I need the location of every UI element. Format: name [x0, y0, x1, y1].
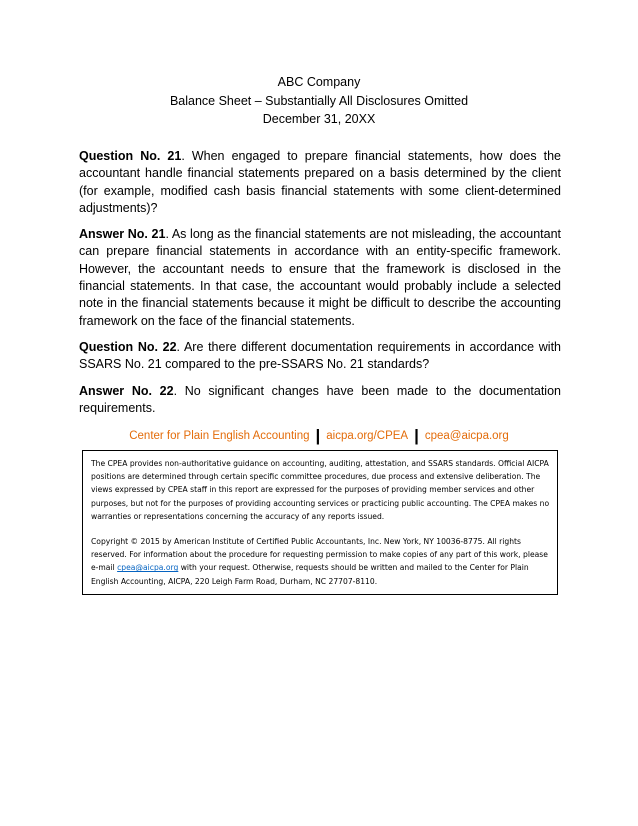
footer-separator: |	[414, 426, 419, 445]
answer-21-label: Answer No. 21	[79, 227, 166, 242]
answer-22	[79, 383, 561, 418]
copyright-text-end: with your request. Otherwise, requests should be written and mailed to the Center for Plain English Accounting, AICPA, 220 Leigh Farm Road, Durham, NC 27707-8110.	[91, 563, 529, 586]
company-name: ABC Company	[277, 75, 361, 89]
copyright-text-start: Copyright © 2015 by American Institute of Certified Public Accountants, Inc. New York, NY 10036-8775. All rights reserved. For information about the procedure for requesting permission to make copies of any part of this work, please e-mail	[91, 537, 548, 573]
statement-date: December 31, 20XX	[262, 112, 376, 126]
answer-21	[79, 226, 561, 330]
question-21	[79, 148, 561, 217]
disclaimer-paragraph: The CPEA provides non-authoritative guidance on accounting, auditing, attestation, and SSARS standards. Official AICPA positions are determined through certain specific committee procedures, due process and extensive deliberation. The views expressed by CPEA staff in this report are expressed for the purposes of providing member services and other purposes, but not for the purposes of providing accounting services or practicing public accounting. The CPEA makes no warranties or representations concerning the accuracy of any reports issued.	[91, 459, 550, 521]
footer-separator: |	[315, 426, 321, 445]
email-link[interactable]: cpea@aicpa.org	[424, 430, 509, 442]
answer-22-text: . No significant changes have been made to the documentation requirements.	[79, 383, 561, 415]
answer-21-text: . As long as the financial statements are not misleading, the accountant can prepare financial statements in accordance with an entity-specific framework. However, the accountant needs to ensure that the framework is disclosed in the financial statements. In that case, the accountant would probably include a selected note in the financial statements because it might be difficult to describe the accounting framework on the face of the financial statements.	[79, 227, 561, 328]
disclaimer-box	[82, 450, 558, 595]
question-22-label: Question No. 22	[79, 339, 177, 354]
question-22-text: . Are there different documentation requirements in accordance with SSARS No. 21 compared to the pre-SSARS No. 21 standards?	[79, 339, 562, 372]
question-21-text: . When engaged to prepare financial statements, how does the accountant handle financial statements prepared on a basis determined by the client (for example, modified cash basis financial statements with some client-determined adjustments)?	[79, 149, 561, 215]
statement-title: Balance Sheet – Substantially All Disclosures Omitted	[169, 93, 469, 108]
site-link[interactable]: aicpa.org/CPEA	[326, 430, 409, 442]
footer-links	[0, 424, 638, 444]
document-header	[0, 73, 638, 129]
copyright-paragraph	[91, 535, 551, 588]
center-name: Center for Plain English Accounting	[129, 430, 310, 442]
qa-section	[79, 148, 561, 426]
copyright-email-link[interactable]: cpea@aicpa.org	[117, 563, 179, 573]
question-21-label: Question No. 21	[79, 149, 182, 163]
answer-22-label: Answer No. 22	[79, 383, 174, 398]
question-22	[79, 339, 561, 374]
